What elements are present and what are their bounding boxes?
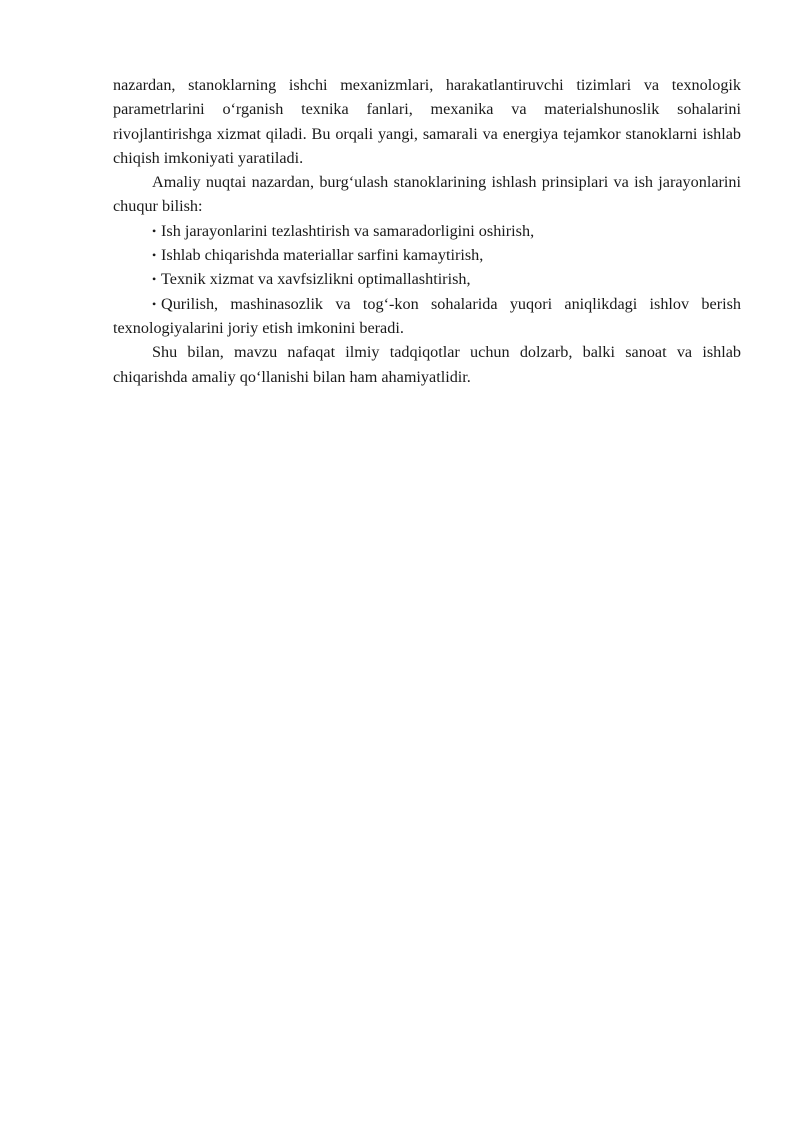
bullet-icon: •: [152, 296, 157, 311]
bullet-icon: •: [152, 248, 157, 263]
bullet-item: [113, 267, 741, 291]
bullet-icon: •: [152, 272, 157, 287]
bullet-item: [113, 292, 741, 341]
bullet-text: Ishlab chiqarishda materiallar sarfini kamaytirish,: [161, 246, 484, 265]
bullet-text: Ish jarayonlarini tezlashtirish va samaradorligini oshirish,: [161, 221, 535, 240]
bullet-text: Texnik xizmat va xavfsizlikni optimallashtirish,: [161, 270, 471, 289]
document-body: [113, 73, 741, 389]
bullet-text: Qurilish, mashinasozlik va tog‘-kon sohalarida yuqori aniqlikdagi ishlov berish texnologiyalarini joriy etish imkonini beradi.: [113, 294, 741, 337]
paragraph-continuation: nazardan, stanoklarning ishchi mexanizmlari, harakatlantiruvchi tizimlari va texnologik parametrlarini o‘rganish texnika fanlari, mexanika va materialshunoslik sohalarini rivojlantirishga xizmat qiladi. Bu orqali yangi, samarali va energiya tejamkor stanoklarni ishlab chiqish imkoniyati yaratiladi.: [113, 76, 741, 167]
paragraph-practical-intro: Amaliy nuqtai nazardan, burg‘ulash stanoklarining ishlash prinsiplari va ish jarayonlarini chuqur bilish:: [113, 173, 741, 216]
bullet-item: [113, 243, 741, 267]
bullet-icon: •: [152, 223, 157, 238]
bullet-item: [113, 219, 741, 243]
paragraph-conclusion: Shu bilan, mavzu nafaqat ilmiy tadqiqotlar uchun dolzarb, balki sanoat va ishlab chiqarishda amaliy qo‘llanishi bilan ham ahamiyatlidir.: [113, 343, 741, 386]
